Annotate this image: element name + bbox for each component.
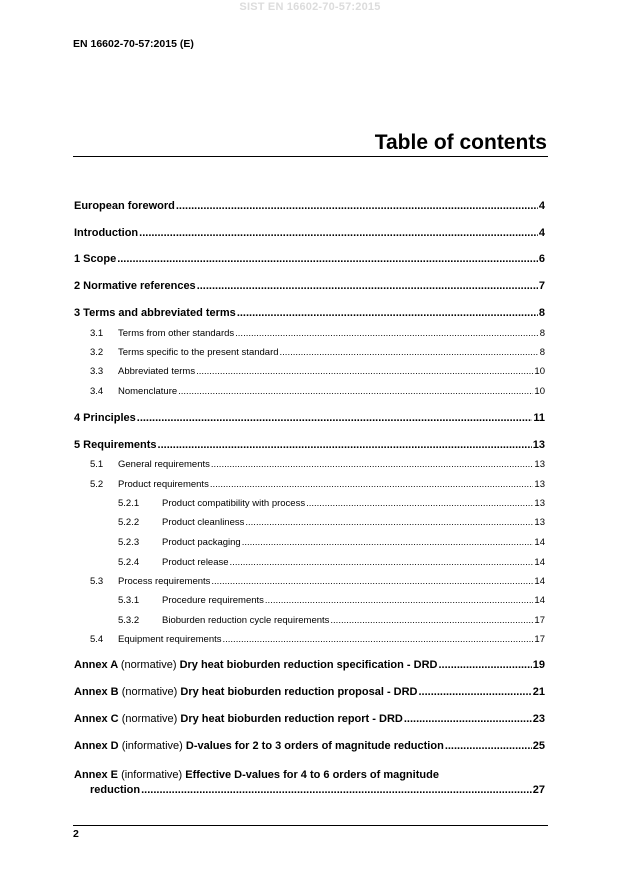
dot-leader [242, 537, 534, 548]
toc-page-number: 4 [538, 200, 545, 212]
toc-entry-text: Bioburden reduction cycle requirements [162, 615, 330, 626]
dot-leader [404, 713, 532, 725]
toc-entry-number: 3.3 [90, 366, 104, 377]
dot-leader [196, 366, 533, 377]
toc-entry-number: 3.4 [90, 386, 104, 397]
dot-leader [176, 200, 538, 212]
dot-leader [210, 479, 534, 490]
annex-kind: (normative) [120, 659, 177, 671]
dot-leader [223, 634, 534, 645]
toc-page-number: 23 [532, 713, 545, 725]
toc-entry-text: General requirements [118, 459, 210, 470]
toc-entry-text: Product release [162, 557, 229, 568]
toc-entry-5-2-4[interactable] [118, 557, 545, 568]
toc-entry-requirements[interactable] [74, 439, 545, 451]
toc-page-number: 13 [534, 517, 545, 528]
toc-entry-5-2-3[interactable] [118, 537, 545, 548]
toc-entry-number: 3.1 [90, 328, 104, 339]
toc-page-number: 8 [539, 347, 545, 358]
toc-page-number: 17 [534, 634, 545, 645]
toc-entry-text: Nomenclature [118, 386, 178, 397]
dot-leader [178, 386, 533, 397]
toc-entry-number: 5.3.2 [118, 615, 140, 626]
toc-entry-5-2-2[interactable] [118, 517, 545, 528]
toc-entry-normative-references[interactable] [74, 280, 545, 292]
toc-page-number: 13 [532, 439, 545, 451]
toc-entry-number: 5.1 [90, 459, 104, 470]
toc-entry-5-3[interactable] [90, 576, 545, 587]
toc-entry-5-2-1[interactable] [118, 498, 545, 509]
dot-leader [211, 459, 534, 470]
toc-entry-text: European foreword [74, 200, 175, 212]
footer-rule [73, 825, 548, 826]
dot-leader [419, 686, 532, 698]
toc-entry-text: Product cleanliness [162, 517, 245, 528]
dot-leader [330, 615, 533, 626]
toc-entry-3-4[interactable] [90, 386, 545, 397]
toc-entry-annex-e-continued[interactable] [90, 784, 545, 796]
toc-entry-text: Product compatibility with process [162, 498, 306, 509]
toc-page-number: 11 [533, 412, 545, 424]
dot-leader [445, 740, 532, 752]
toc-page-number: 6 [538, 253, 545, 265]
toc-page-number: 14 [534, 576, 545, 587]
annex-label: Annex D [74, 740, 119, 752]
dot-leader [230, 557, 534, 568]
toc-page-number: 14 [534, 595, 545, 606]
page-number: 2 [73, 828, 79, 840]
toc-entry-3-1[interactable] [90, 328, 545, 339]
toc-entry-annex-a[interactable] [74, 659, 545, 671]
title-rule [73, 156, 548, 157]
toc-page-number: 14 [534, 537, 545, 548]
toc-entry-text: 3 Terms and abbreviated terms [74, 307, 236, 319]
toc-page-number: 13 [534, 459, 545, 470]
toc-page-number: 13 [534, 479, 545, 490]
toc-page-number: 10 [534, 386, 545, 397]
annex-label: Annex A [74, 659, 118, 671]
toc-entry-text: 5 Requirements [74, 439, 157, 451]
annex-title-continued: reduction [90, 784, 141, 796]
document-header: EN 16602-70-57:2015 (E) [73, 38, 194, 50]
toc-page-number: 8 [538, 307, 545, 319]
toc-entry-european-foreword[interactable] [74, 200, 545, 212]
dot-leader [237, 307, 538, 319]
dot-leader [158, 439, 532, 451]
toc-entry-3-3[interactable] [90, 366, 545, 377]
toc-entry-number: 5.4 [90, 634, 104, 645]
toc-page-number: 7 [538, 280, 545, 292]
toc-entry-annex-d[interactable] [74, 740, 545, 752]
toc-entry-text: 2 Normative references [74, 280, 196, 292]
toc-entry-text: 1 Scope [74, 253, 117, 265]
toc-page-number: 17 [534, 615, 545, 626]
dot-leader [438, 659, 531, 671]
toc-page-number: 19 [532, 659, 545, 671]
toc-entry-text: Equipment requirements [118, 634, 222, 645]
toc-entry-text: Procedure requirements [162, 595, 264, 606]
annex-kind: (normative) [121, 686, 178, 698]
dot-leader [137, 412, 533, 424]
toc-entry-5-3-2[interactable] [118, 615, 545, 626]
toc-entry-number: 5.3 [90, 576, 104, 587]
toc-entry-5-2[interactable] [90, 479, 545, 490]
annex-label: Annex E [74, 769, 119, 781]
toc-entry-text: Product packaging [162, 537, 241, 548]
toc-page-number: 27 [532, 784, 545, 796]
dot-leader [211, 576, 533, 587]
toc-entry-5-4[interactable] [90, 634, 545, 645]
toc-page-number: 8 [539, 328, 545, 339]
dot-leader [141, 784, 532, 796]
toc-entry-text: Product requirements [118, 479, 209, 490]
toc-entry-annex-e[interactable] [74, 769, 439, 781]
annex-title: Dry heat bioburden reduction specification - DRD [179, 659, 438, 671]
annex-title: Effective D-values for 4 to 6 orders of magnitude [185, 769, 439, 781]
toc-entry-text: Terms from other standards [118, 328, 235, 339]
dot-leader [265, 595, 534, 606]
toc-page-number: 13 [534, 498, 545, 509]
toc-entry-5-3-1[interactable] [118, 595, 545, 606]
toc-entry-text: Abbreviated terms [118, 366, 196, 377]
toc-entry-number: 5.2.1 [118, 498, 140, 509]
toc-entry-number: 3.2 [90, 347, 104, 358]
dot-leader [280, 347, 539, 358]
annex-label: Annex C [74, 713, 119, 725]
toc-title: Table of contents [374, 131, 547, 154]
annex-kind: (normative) [121, 713, 178, 725]
toc-entry-text: Terms specific to the present standard [118, 347, 279, 358]
annex-title: D-values for 2 to 3 orders of magnitude reduction [185, 740, 444, 752]
toc-entry-number: 5.2.4 [118, 557, 140, 568]
toc-page-number: 4 [538, 227, 545, 239]
annex-title: Dry heat bioburden reduction proposal - DRD [180, 686, 418, 698]
toc-entry-number: 5.3.1 [118, 595, 140, 606]
toc-entry-scope[interactable] [74, 253, 545, 265]
annex-title: Dry heat bioburden reduction report - DRD [180, 713, 403, 725]
toc-entry-principles[interactable] [74, 412, 545, 424]
annex-label: Annex B [74, 686, 119, 698]
dot-leader [139, 227, 538, 239]
dot-leader [235, 328, 539, 339]
toc-page-number: 21 [532, 686, 545, 698]
toc-page-number: 25 [532, 740, 545, 752]
toc-entry-number: 5.2 [90, 479, 104, 490]
toc-entry-text: Process requirements [118, 576, 211, 587]
dot-leader [117, 253, 538, 265]
toc-entry-number: 5.2.2 [118, 517, 140, 528]
dot-leader [306, 498, 533, 509]
toc-entry-text: Introduction [74, 227, 139, 239]
toc-entry-annex-b[interactable] [74, 686, 545, 698]
dot-leader [197, 280, 538, 292]
toc-entry-terms[interactable] [74, 307, 545, 319]
annex-kind: (informative) [121, 769, 183, 781]
dot-leader [245, 517, 533, 528]
toc-entry-introduction[interactable] [74, 227, 545, 239]
toc-entry-number: 5.2.3 [118, 537, 140, 548]
watermark: SIST EN 16602-70-57:2015 [239, 1, 381, 13]
toc-entry-3-2[interactable] [90, 347, 545, 358]
toc-entry-5-1[interactable] [90, 459, 545, 470]
toc-entry-text: 4 Principles [74, 412, 136, 424]
toc-page-number: 14 [534, 557, 545, 568]
toc-entry-annex-c[interactable] [74, 713, 545, 725]
toc-page-number: 10 [534, 366, 545, 377]
annex-kind: (informative) [121, 740, 183, 752]
